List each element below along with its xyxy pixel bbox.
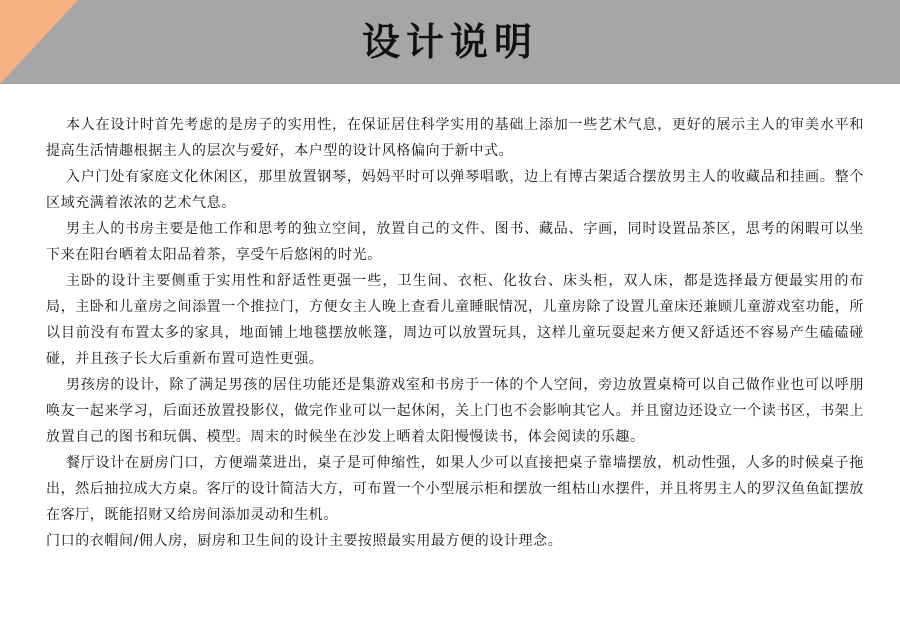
paragraph-master-bedroom: 主卧的设计主要侧重于实用性和舒适性更强一些，卫生间、衣柜、化妆台、床头柜，双人床，都是选择最方便最实用的布局，主卧和儿童房之间添置一个推拉门，方便女主人晚上查看儿童睡眠情况，儿童房除了设置儿童床还兼顾儿童游戏室功能，所以目前没有布置太多的家具，地面铺上地毯摆放帐篷，周边可以放置玩具，这样儿童玩耍起来方便又舒适还不容易产生磕磕碰碰，并且孩子长大后重新布置可造性更强。 bbox=[46, 273, 864, 367]
paragraph-boys-room: 男孩房的设计，除了满足男孩的居住功能还是集游戏室和书房于一体的个人空间，旁边放置桌椅可以自己做作业也可以呼朋唤友一起来学习，后面还放置投影仪，做完作业可以一起休闲，关上门也不会影响其它人。并且窗边还设立一个读书区，书架上放置自己的图书和玩偶、模型。周末的时候坐在沙发上晒着太阳慢慢读书，体会阅读的乐趣。 bbox=[46, 377, 864, 445]
page-title: 设计说明 bbox=[361, 20, 538, 64]
paragraph-study: 男主人的书房主要是他工作和思考的独立空间，放置自己的文件、图书、藏品、字画，同时设置品茶区，思考的闲暇可以坐下来在阳台晒着太阳品着茶，享受午后悠闲的时光。 bbox=[46, 221, 864, 263]
paragraph-entrance: 入户门处有家庭文化休闲区，那里放置钢琴，妈妈平时可以弹琴唱歌，边上有博古架适合摆放男主人的收藏品和挂画。整个区域充满着浓浓的艺术气息。 bbox=[46, 169, 864, 211]
paragraph-utility: 门口的衣帽间/佣人房，厨房和卫生间的设计主要按照最实用最方便的设计理念。 bbox=[46, 533, 563, 549]
paragraph-dining-living: 餐厅设计在厨房门口，方便端菜进出，桌子是可伸缩性，如果人少可以直接把桌子靠墙摆放，机动性强，人多的时候桌子拖出，然后抽拉成大方桌。客厅的设计简洁大方，可布置一个小型展示柜和摆放一组枯山水摆件，并且将男主人的罗汉鱼鱼缸摆放在客厅，既能招财又给房间添加灵动和生机。 bbox=[46, 455, 864, 523]
paragraph-intro: 本人在设计时首先考虑的是房子的实用性，在保证居住科学实用的基础上添加一些艺术气息，更好的展示主人的审美水平和提高生活情趣根据主人的层次与爱好，本户型的设计风格偏向于新中式。 bbox=[46, 117, 864, 159]
design-description-body bbox=[46, 112, 864, 554]
